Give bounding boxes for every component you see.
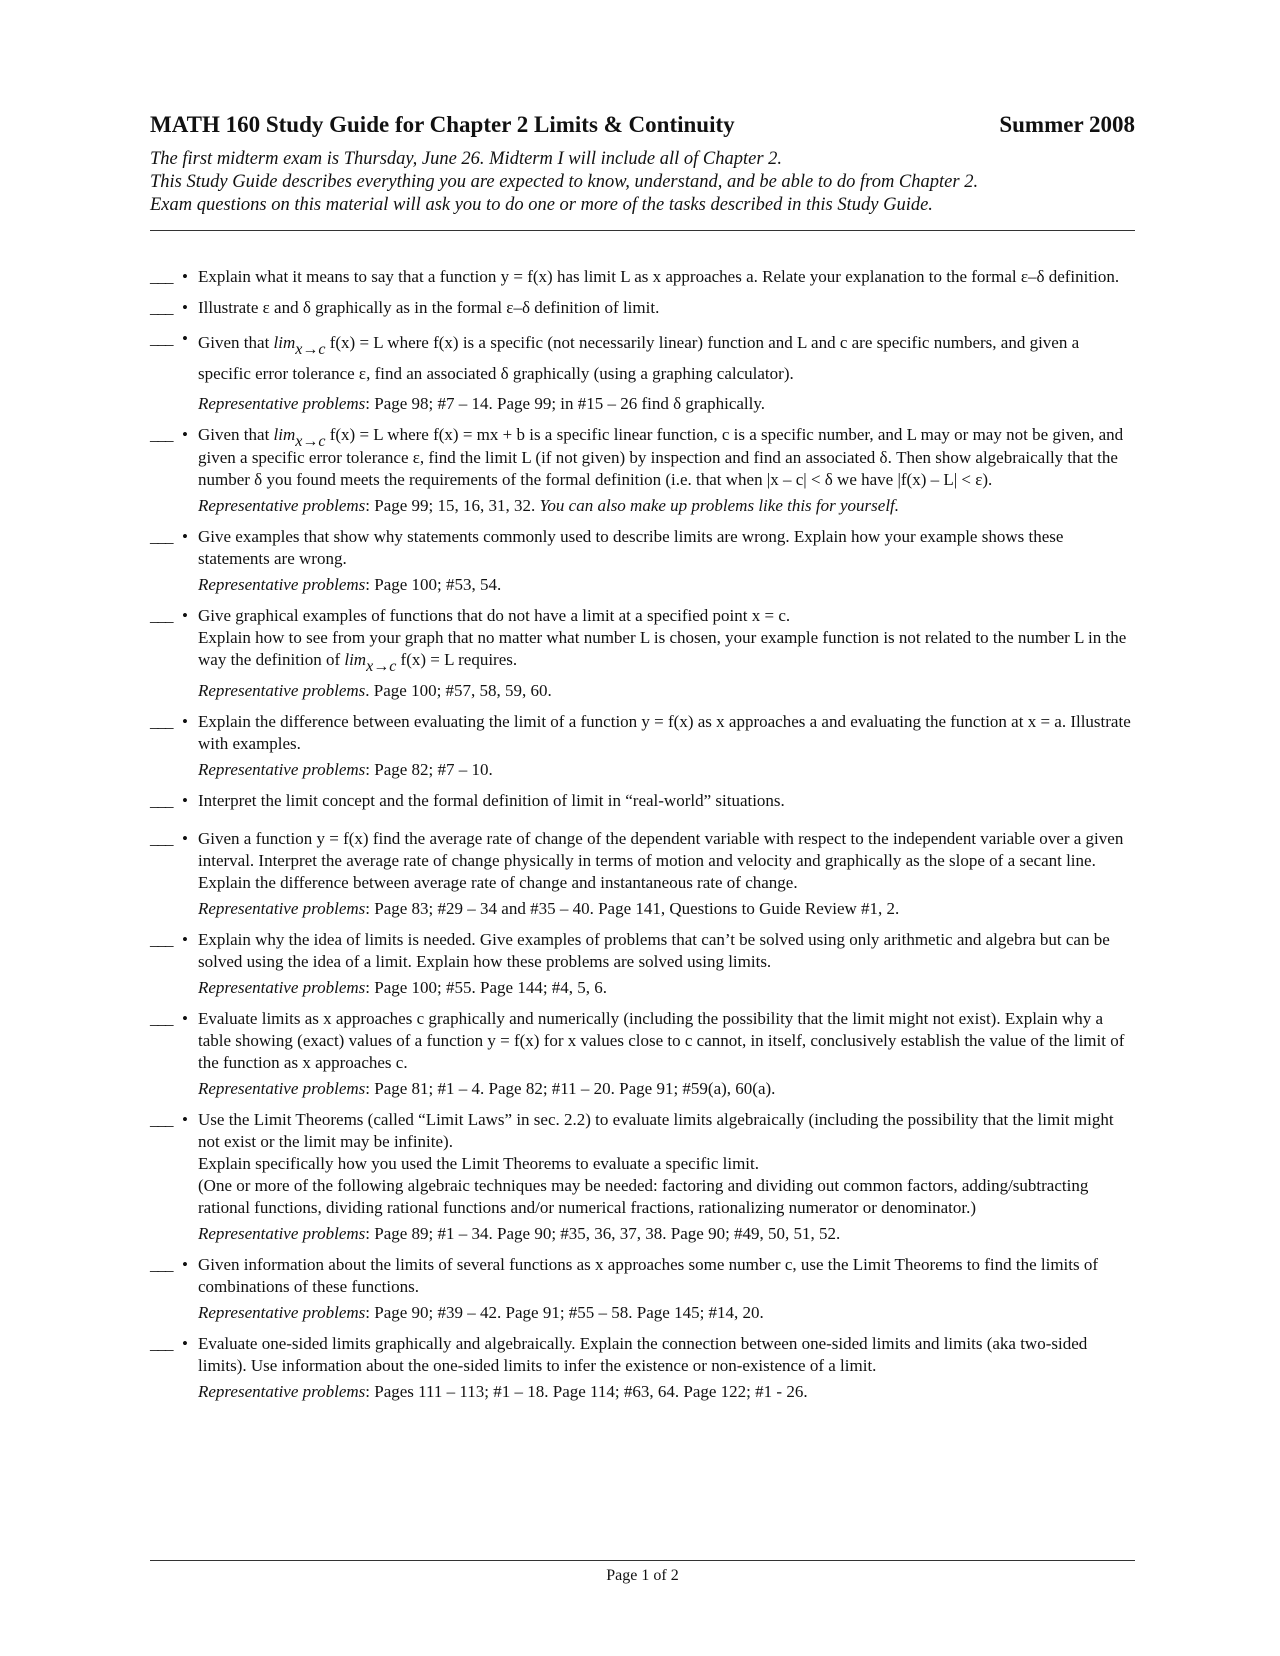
representative-problems: Representative problems: Page 100; #53, 54. (198, 575, 502, 594)
representative-problems: Representative problems: Page 100; #55. Page 144; #4, 5, 6. (198, 978, 608, 997)
checkbox-blank: ___ (150, 527, 173, 546)
study-item (150, 1109, 1135, 1245)
item-text: Give examples that show why statements commonly used to describe limits are wrong. Explain how your example shows these statements are wrong. (198, 527, 1064, 568)
study-item (150, 828, 1135, 920)
lim-subscript: x→c (366, 658, 397, 675)
item-text: Explain what it means to say that a function y = f(x) has limit L as x approaches a. Relate your explanation to the formal ε–δ definition. (198, 267, 1120, 286)
checkbox-blank: ___ (150, 267, 173, 286)
intro-line: This Study Guide describes everything you are expected to know, understand, and be able to do from Chapter 2. (150, 172, 979, 192)
representative-problems: Representative problems: Pages 111 – 113; #1 – 18. Page 114; #63, 64. Page 122; #1 - 26. (198, 1382, 808, 1401)
item-text: Evaluate limits as x approaches c graphically and numerically (including the possibility that the limit might not exist). Explain why a table showing (exact) values of a function y = f(x) for x values close to c cannot, in itself, conclusively establish the value of the limit of the function as x approaches c. (198, 1009, 1125, 1072)
study-item (150, 1254, 1135, 1324)
term-label: Summer 2008 (999, 112, 1135, 137)
study-item (150, 605, 1135, 702)
checkbox-blank: ___ (150, 425, 173, 444)
study-item (150, 266, 1135, 288)
page-number: Page 1 of 2 (606, 1567, 679, 1584)
item-text: Explain the difference between evaluating the limit of a function y = f(x) as x approaches a and evaluating the function at x = a. Illustrate with examples. (198, 712, 1131, 753)
checkbox-blank: ___ (150, 829, 173, 848)
checkbox-blank: ___ (150, 1334, 173, 1353)
header (150, 112, 1135, 217)
item-text: Explain why the idea of limits is needed. Give examples of problems that can’t be solved using only arithmetic and algebra but can be solved using the idea of a limit. Explain how these problems are solved using limits. (198, 930, 1110, 971)
representative-problems: Representative problems: Page 81; #1 – 4. Page 82; #11 – 20. Page 91; #59(a), 60(a). (198, 1079, 776, 1098)
study-item (150, 929, 1135, 999)
representative-problems: Representative problems: Page 89; #1 – 34. Page 90; #35, 36, 37, 38. Page 90; #49, 50, 51, 52. (198, 1224, 841, 1243)
item-text: Given information about the limits of several functions as x approaches some number c, use the Limit Theorems to find the limits of combinations of these functions. (198, 1255, 1099, 1296)
bullet-icon: • (182, 606, 188, 625)
intro-line: Exam questions on this material will ask you to do one or more of the tasks described in this Study Guide. (150, 195, 933, 215)
intro-line: The first midterm exam is Thursday, June 26. Midterm I will include all of Chapter 2. (150, 149, 783, 169)
item-text: Explain specifically how you used the Limit Theorems to evaluate a specific limit. (198, 1154, 759, 1173)
study-item (150, 711, 1135, 781)
bottom-divider (150, 1560, 1135, 1561)
bullet-icon: • (182, 712, 188, 731)
checkbox-blank: ___ (150, 791, 173, 810)
study-item (150, 790, 1135, 812)
intro-text (150, 148, 1135, 217)
study-items-list (150, 266, 1135, 1412)
document-title: MATH 160 Study Guide for Chapter 2 Limits & Continuity (150, 112, 735, 137)
bullet-icon: • (182, 1255, 188, 1274)
study-item (150, 1333, 1135, 1403)
item-text: Given that limx→c f(x) = L where f(x) is a specific (not necessarily linear) function and L and c are specific numbers, and given a specific error tolerance ε, find an associated δ graphically (using a graphing calculator). (198, 333, 1080, 383)
title-row (150, 112, 1135, 138)
representative-problems: Representative problems: Page 83; #29 – 34 and #35 – 40. Page 141, Questions to Guide Review #1, 2. (198, 899, 900, 918)
checkbox-blank: ___ (150, 329, 173, 348)
item-text: Evaluate one-sided limits graphically and algebraically. Explain the connection between one-sided limits and limits (aka two-sided limits). Use information about the one-sided limits to infer the existence or non-existence of a limit. (198, 1334, 1088, 1375)
checkbox-blank: ___ (150, 1009, 173, 1028)
lim-notation: lim (344, 650, 367, 669)
lim-notation: lim (273, 425, 296, 444)
checkbox-blank: ___ (150, 1110, 173, 1129)
representative-problems: Representative problems: Page 99; 15, 16, 31, 32. You can also make up problems like this for yourself. (198, 496, 900, 515)
representative-problems: Representative problems: Page 82; #7 – 10. (198, 760, 493, 779)
lim-notation: lim (273, 333, 296, 352)
checkbox-blank: ___ (150, 606, 173, 625)
bullet-icon: • (182, 1334, 188, 1353)
rep-note: You can also make up problems like this for yourself. (539, 496, 900, 515)
bullet-icon: • (182, 298, 188, 317)
checkbox-blank: ___ (150, 930, 173, 949)
bullet-icon: • (182, 267, 188, 286)
study-item (150, 526, 1135, 596)
item-text: Illustrate ε and δ graphically as in the formal ε–δ definition of limit. (198, 298, 660, 317)
bullet-icon: • (182, 829, 188, 848)
study-item (150, 1008, 1135, 1100)
item-text: Give graphical examples of functions that do not have a limit at a specified point x = c. (198, 606, 791, 625)
checkbox-blank: ___ (150, 1255, 173, 1274)
study-item (150, 424, 1135, 517)
top-divider (150, 230, 1135, 231)
bullet-icon: • (182, 1110, 188, 1129)
item-text: Given that limx→c f(x) = L where f(x) = mx + b is a specific linear function, c is a specific number, and L may or may not be given, and given a specific error tolerance ε, find the limit L (if not given) by inspection and find an associated δ. Then show algebraically that the number δ you found meets the requirements of the formal definition (i.e. that when |x – c| < δ we have |f(x) – L| < ε). (198, 425, 1124, 489)
bullet-icon: • (182, 329, 188, 348)
checkbox-blank: ___ (150, 298, 173, 317)
item-text: Explain how to see from your graph that no matter what number L is chosen, your example function is not related to the number L in the way the definition of limx→c f(x) = L requires. (198, 628, 1127, 675)
item-text: Interpret the limit concept and the formal definition of limit in “real-world” situations. (198, 791, 785, 810)
bullet-icon: • (182, 527, 188, 546)
study-item (150, 297, 1135, 319)
item-text: Use the Limit Theorems (called “Limit Laws” in sec. 2.2) to evaluate limits algebraically (including the possibility that the limit might not exist or the limit may be infinite). (198, 1110, 1114, 1151)
representative-problems: Representative problems: Page 90; #39 – 42. Page 91; #55 – 58. Page 145; #14, 20. (198, 1303, 764, 1322)
bullet-icon: • (182, 1009, 188, 1028)
item-text: (One or more of the following algebraic techniques may be needed: factoring and dividing out common factors, adding/subtracting rational functions, dividing rational functions and/or numerical fractions, rationalizing numerator or denominator.) (198, 1176, 1089, 1217)
representative-problems: Representative problems. Page 100; #57, 58, 59, 60. (198, 681, 552, 700)
bullet-icon: • (182, 930, 188, 949)
item-text: Given a function y = f(x) find the average rate of change of the dependent variable with respect to the independent variable over a given interval. Interpret the average rate of change physically in terms of motion and velocity and graphically as the slope of a secant line. Explain the difference between average rate of change and instantaneous rate of change. (198, 829, 1124, 892)
bullet-icon: • (182, 425, 188, 444)
bullet-icon: • (182, 791, 188, 810)
checkbox-blank: ___ (150, 712, 173, 731)
study-item (150, 328, 1135, 415)
representative-problems: Representative problems: Page 98; #7 – 14. Page 99; in #15 – 26 find δ graphically. (198, 394, 766, 413)
lim-subscript: x→c (295, 433, 326, 450)
lim-subscript: x→c (295, 341, 326, 358)
